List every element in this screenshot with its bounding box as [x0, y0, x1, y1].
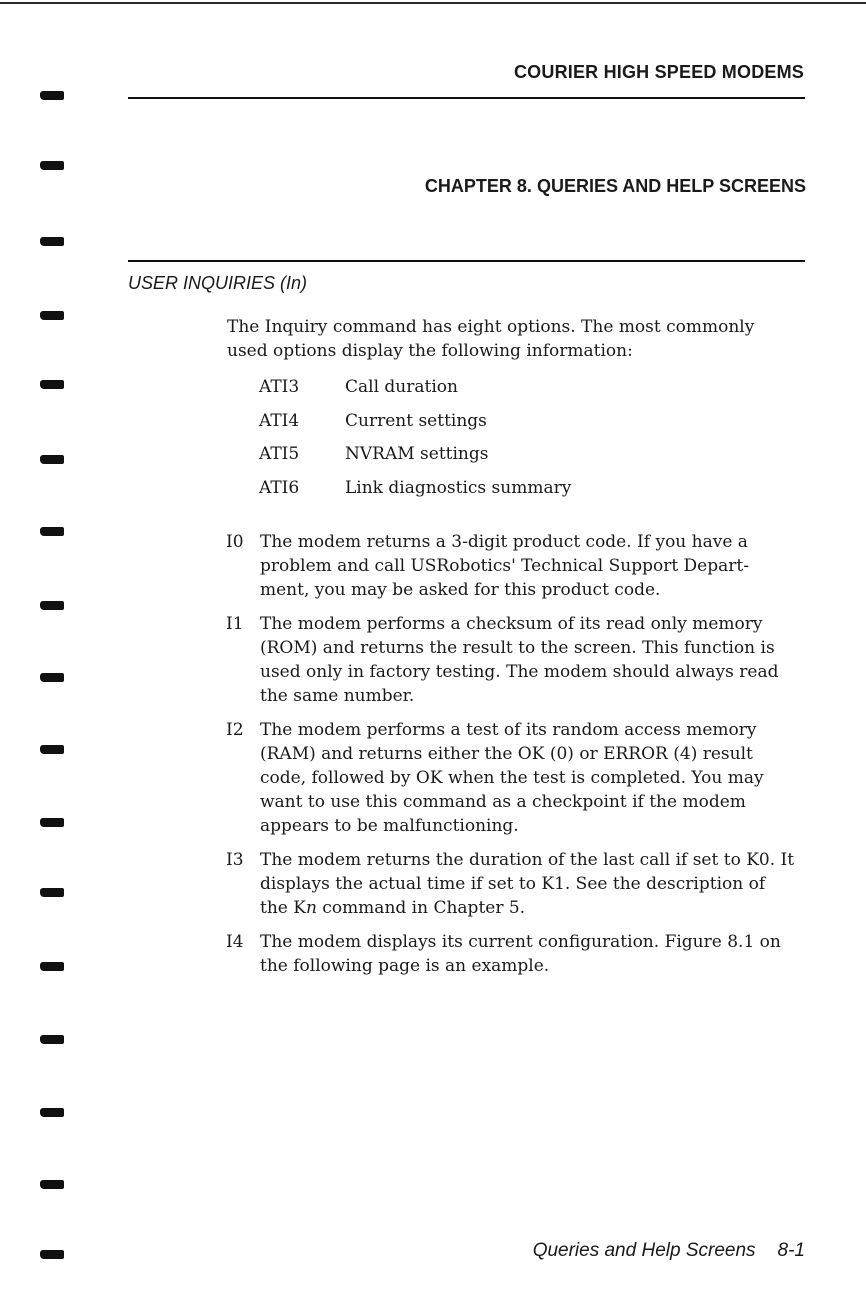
- punch-mark: [40, 1035, 64, 1044]
- punch-mark: [40, 237, 64, 246]
- punch-mark: [40, 455, 64, 464]
- item-description: The modem performs a test of its random access memory (RAM) and returns either the OK (0) or ERROR (4) result code, followed by OK when the test is completed. You may want to use this command as a checkpoint if the modem appears to be malfunctioning.: [260, 720, 764, 836]
- punch-mark: [40, 601, 64, 610]
- item-description: The modem performs a checksum of its read only memory (ROM) and returns the result to the screen. This function is used only in factory testing. The modem should always read the same number.: [260, 614, 779, 706]
- option-description: Link diagnostics summary: [345, 477, 572, 498]
- list-item: [226, 718, 796, 838]
- item-text-variable: n: [305, 898, 317, 918]
- option-row: [259, 443, 571, 477]
- item-description: The modem displays its current configuration. Figure 8.1 on the following page is an example.: [260, 932, 781, 976]
- item-code: I3: [226, 850, 244, 870]
- item-description: [260, 848, 796, 920]
- item-code: I1: [226, 614, 244, 634]
- page-number: 8-1: [777, 1240, 805, 1261]
- list-item: [226, 930, 796, 978]
- punch-mark: [40, 745, 64, 754]
- option-command: ATI4: [259, 410, 300, 431]
- page-footer: [400, 1240, 805, 1262]
- option-row: [259, 376, 571, 410]
- option-description: Call duration: [345, 377, 458, 397]
- punch-mark: [40, 1250, 64, 1259]
- punch-mark: [40, 527, 64, 536]
- chapter-title: CHAPTER 8. QUERIES AND HELP SCREENS: [424, 176, 806, 196]
- item-code: I4: [226, 932, 244, 952]
- item-code: I2: [226, 720, 244, 740]
- punch-mark: [40, 380, 64, 389]
- punch-mark: [40, 818, 64, 827]
- inquiry-items-list: [226, 530, 796, 988]
- top-border-rule: [0, 2, 866, 4]
- footer-section-title: Queries and Help Screens: [532, 1240, 756, 1261]
- punch-mark: [40, 673, 64, 682]
- chapter-rule: [128, 260, 805, 262]
- running-header-title: COURIER HIGH SPEED MODEMS: [513, 62, 804, 82]
- item-description: The modem returns a 3-digit product code. If you have a problem and call USRobotics' Technical Support Depart-ment, you may be asked for this product code.: [260, 532, 749, 600]
- list-item: [226, 612, 796, 708]
- option-row: [259, 410, 571, 444]
- option-command: ATI5: [259, 444, 300, 464]
- option-description: Current settings: [345, 410, 487, 431]
- option-row: [259, 477, 571, 511]
- inquiry-options-table: [259, 376, 571, 510]
- option-description: NVRAM settings: [345, 444, 489, 464]
- punch-mark: [40, 888, 64, 897]
- list-item: [226, 530, 796, 602]
- header-rule: [128, 97, 805, 99]
- punch-mark: [40, 1180, 64, 1189]
- item-text-part: The modem returns the duration of the last call if set to K0. It displays the actual time if set to K1. See the description of the K: [260, 850, 795, 918]
- option-command: ATI6: [259, 477, 300, 498]
- intro-paragraph: The Inquiry command has eight options. The most commonly used options display the following information:: [227, 317, 755, 361]
- punch-mark: [40, 91, 64, 100]
- punch-mark: [40, 962, 64, 971]
- item-text-part: command in Chapter 5.: [316, 898, 526, 918]
- option-command: ATI3: [259, 377, 300, 397]
- punch-mark: [40, 161, 64, 170]
- item-code: I0: [226, 532, 244, 552]
- list-item: [226, 848, 796, 920]
- punch-mark: [40, 1108, 64, 1117]
- section-heading: USER INQUIRIES (In): [128, 273, 308, 293]
- punch-mark: [40, 311, 64, 320]
